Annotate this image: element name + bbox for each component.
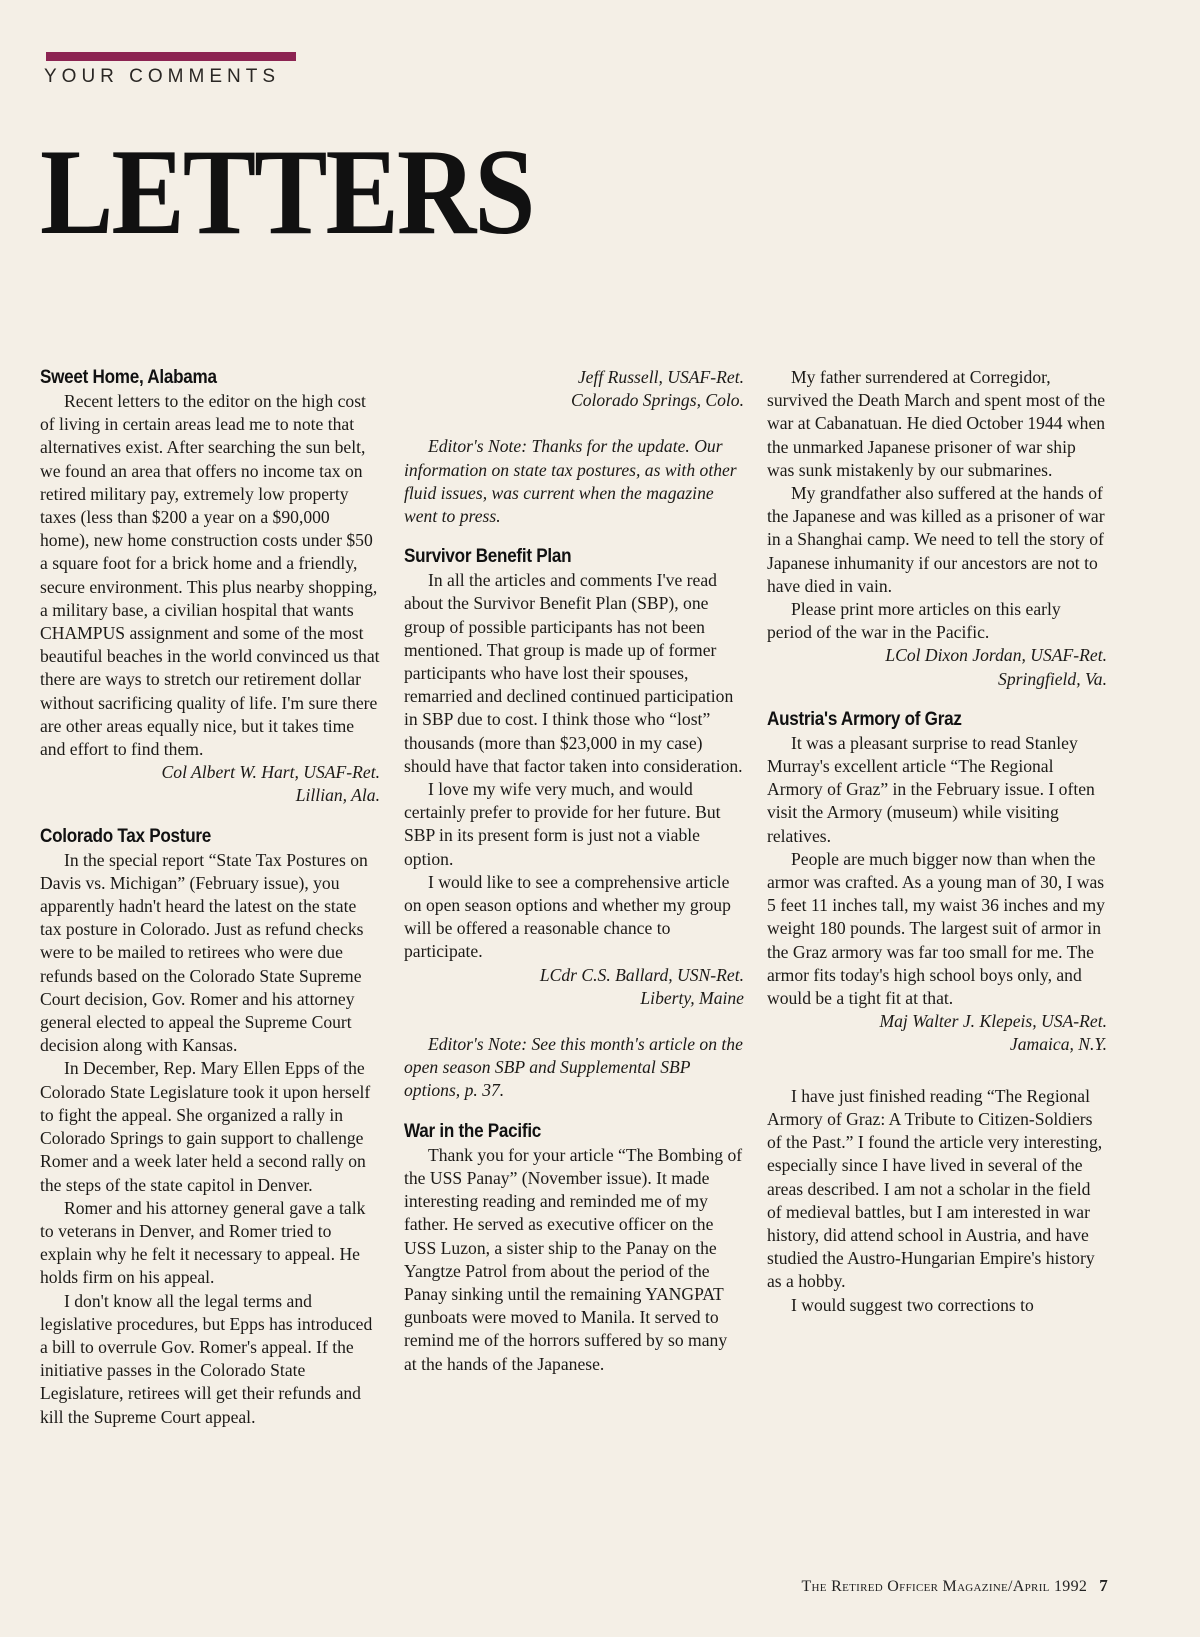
letter-paragraph: Romer and his attorney general gave a talk to veterans in Denver, and Romer tried to explain why he felt it necessary to appeal. He holds firm on his appeal. [40,1197,366,1288]
page-title: LETTERS [40,123,534,260]
section-accent-bar [46,52,296,61]
letter-signature-name: LCol Dixon Jordan, USAF-Ret. [885,645,1107,666]
letter-heading: Sweet Home, Alabama [40,367,217,388]
letter-paragraph: I would suggest two corrections to [791,1294,1034,1315]
letter-paragraph: I would like to see a comprehensive article on open season options and whether my group will be offered a reasonable chance to participate. [404,871,731,962]
editors-note: Editor's Note: Thanks for the update. Our information on state tax postures, as with other fluid issues, was current when the magazine went to press. [404,436,737,527]
section-label: YOUR COMMENTS [44,66,280,87]
letter-heading: Colorado Tax Posture [40,825,212,847]
letter-paragraph: I don't know all the legal terms and legislative procedures, but Epps has introduced a bill to overrule Gov. Romer's appeal. If the initiative passes in the Colorado State Legislature, retirees will get their refunds and kill the Supreme Court appeal. [40,1290,373,1427]
letter-heading: War in the Pacific [404,1120,542,1142]
letter-paragraph: I love my wife very much, and would certainly prefer to provide for her future. But SBP in its present form is just not a viable option. [404,779,721,869]
letter-paragraph: Please print more articles on this early period of the war in the Pacific. [767,599,1061,643]
letter-signature-place: Lillian, Ala. [295,785,380,806]
letter-paragraph: My father surrendered at Corregidor, survived the Death March and spent most of the war at Cabanatuan. He died October 1944 when the unmarked Japanese prisoner of war ship was sunk mistakenly by our submarines. [767,367,1106,480]
publication-credit: The Retired Officer Magazine/April 1992 [801,1578,1088,1595]
letter-signature-name: Maj Walter J. Klepeis, USA-Ret. [879,1011,1107,1032]
page-footer [801,1576,1108,1596]
letter-paragraph: In December, Rep. Mary Ellen Epps of the Colorado State Legislature took it upon herself to fight the appeal. She organized a rally in Colorado Springs to gain support to challenge Romer and a week later held a second rally on the steps of the state capitol in Denver. [40,1058,371,1195]
column-2 [404,366,744,1376]
letter-signature-name: Col Albert W. Hart, USAF-Ret. [161,762,380,783]
letter-signature-place: Springfield, Va. [998,668,1107,689]
letter-paragraph: I have just finished reading “The Regional Armory of Graz: A Tribute to Citizen-Soldiers of the Past.” I found the article very interesting, especially since I have lived in several of the areas described. I am not a scholar in the field of medieval battles, but I am interested in war history, did attend school in Austria, and have studied the Austro-Hungarian Empire's history as a hobby. [767,1085,1103,1292]
column-3 [767,366,1107,1317]
letter-paragraph: My grandfather also suffered at the hands of the Japanese and was killed as a prisoner of war in a Shanghai camp. We need to tell the story of Japanese inhumanity if our ancestors are not to have died in vain. [767,483,1105,596]
letter-paragraph: In all the articles and comments I've read about the Survivor Benefit Plan (SBP), one group of possible participants has not been mentioned. That group is made up of former participants who have lost their spouses, remarried and declined continued participation in SBP due to cost. I think those who “lost” thousands (more than $23,000 in my case) should have that factor taken into consideration. [404,570,743,776]
letter-signature-name: Jeff Russell, USAF-Ret. [577,367,744,387]
letter-signature-place: Liberty, Maine [640,987,744,1008]
letter-signature-name: LCdr C.S. Ballard, USN-Ret. [539,964,744,985]
editors-note: Editor's Note: See this month's article on the open season SBP and Supplemental SBP options, p. 37. [404,1034,743,1101]
letter-signature-place: Colorado Springs, Colo. [570,390,744,411]
letter-signature-place: Jamaica, N.Y. [1009,1034,1107,1055]
letter-heading: Austria's Armory of Graz [767,708,962,730]
letter-paragraph: Recent letters to the editor on the high cost of living in certain areas lead me to note that alternatives exist. After searching the sun belt, we found an area that offers no income tax on retired military pay, extremely low property taxes (less than $200 a year on a $90,000 home), new home construction costs under $50 a square foot for a brick home and a friendly, secure environment. This plus nearby shopping, a military base, a civilian hospital that wants CHAMPUS assignment and some of the most beautiful beaches in the world convinced us that there are ways to stretch our retirement dollar without sacrificing quality of life. I'm sure there are other areas equally nice, but it takes time and effort to find them. [40,391,380,760]
column-1 [40,366,380,1429]
letter-paragraph: It was a pleasant surprise to read Stanley Murray's excellent article “The Regional Armory of Graz” in the February issue. I often visit the Armory (museum) while visiting relatives. [767,732,1095,846]
letter-heading: Survivor Benefit Plan [404,546,572,568]
letter-paragraph: Thank you for your article “The Bombing of the USS Panay” (November issue). It made interesting reading and reminded me of my father. He served as executive officer on the USS Luzon, a sister ship to the Panay on the Yangtze Patrol from about the period of the Panay sinking until the remaining YANGPAT gunboats were moved to Manila. It served to remind me of the horrors suffered by so many at the hands of the Japanese. [404,1144,743,1374]
page-number: 7 [1099,1576,1108,1595]
letter-paragraph: In the special report “State Tax Postures on Davis vs. Michigan” (February issue), you apparently hadn't heard the latest on the state tax posture in Colorado. Just as refund checks were to be mailed to retirees who were due refunds based on the Colorado State Supreme Court decision, Gov. Romer and his attorney general elected to appeal the Supreme Court decision along with Kansas. [40,849,368,1056]
letter-paragraph: People are much bigger now than when the armor was crafted. As a young man of 30, I was 5 feet 11 inches tall, my waist 36 inches and my weight 180 pounds. The largest suit of armor in the Graz armory was far too small for me. The armor fits today's high school boys only, and would be a tight fit at that. [767,848,1105,1009]
